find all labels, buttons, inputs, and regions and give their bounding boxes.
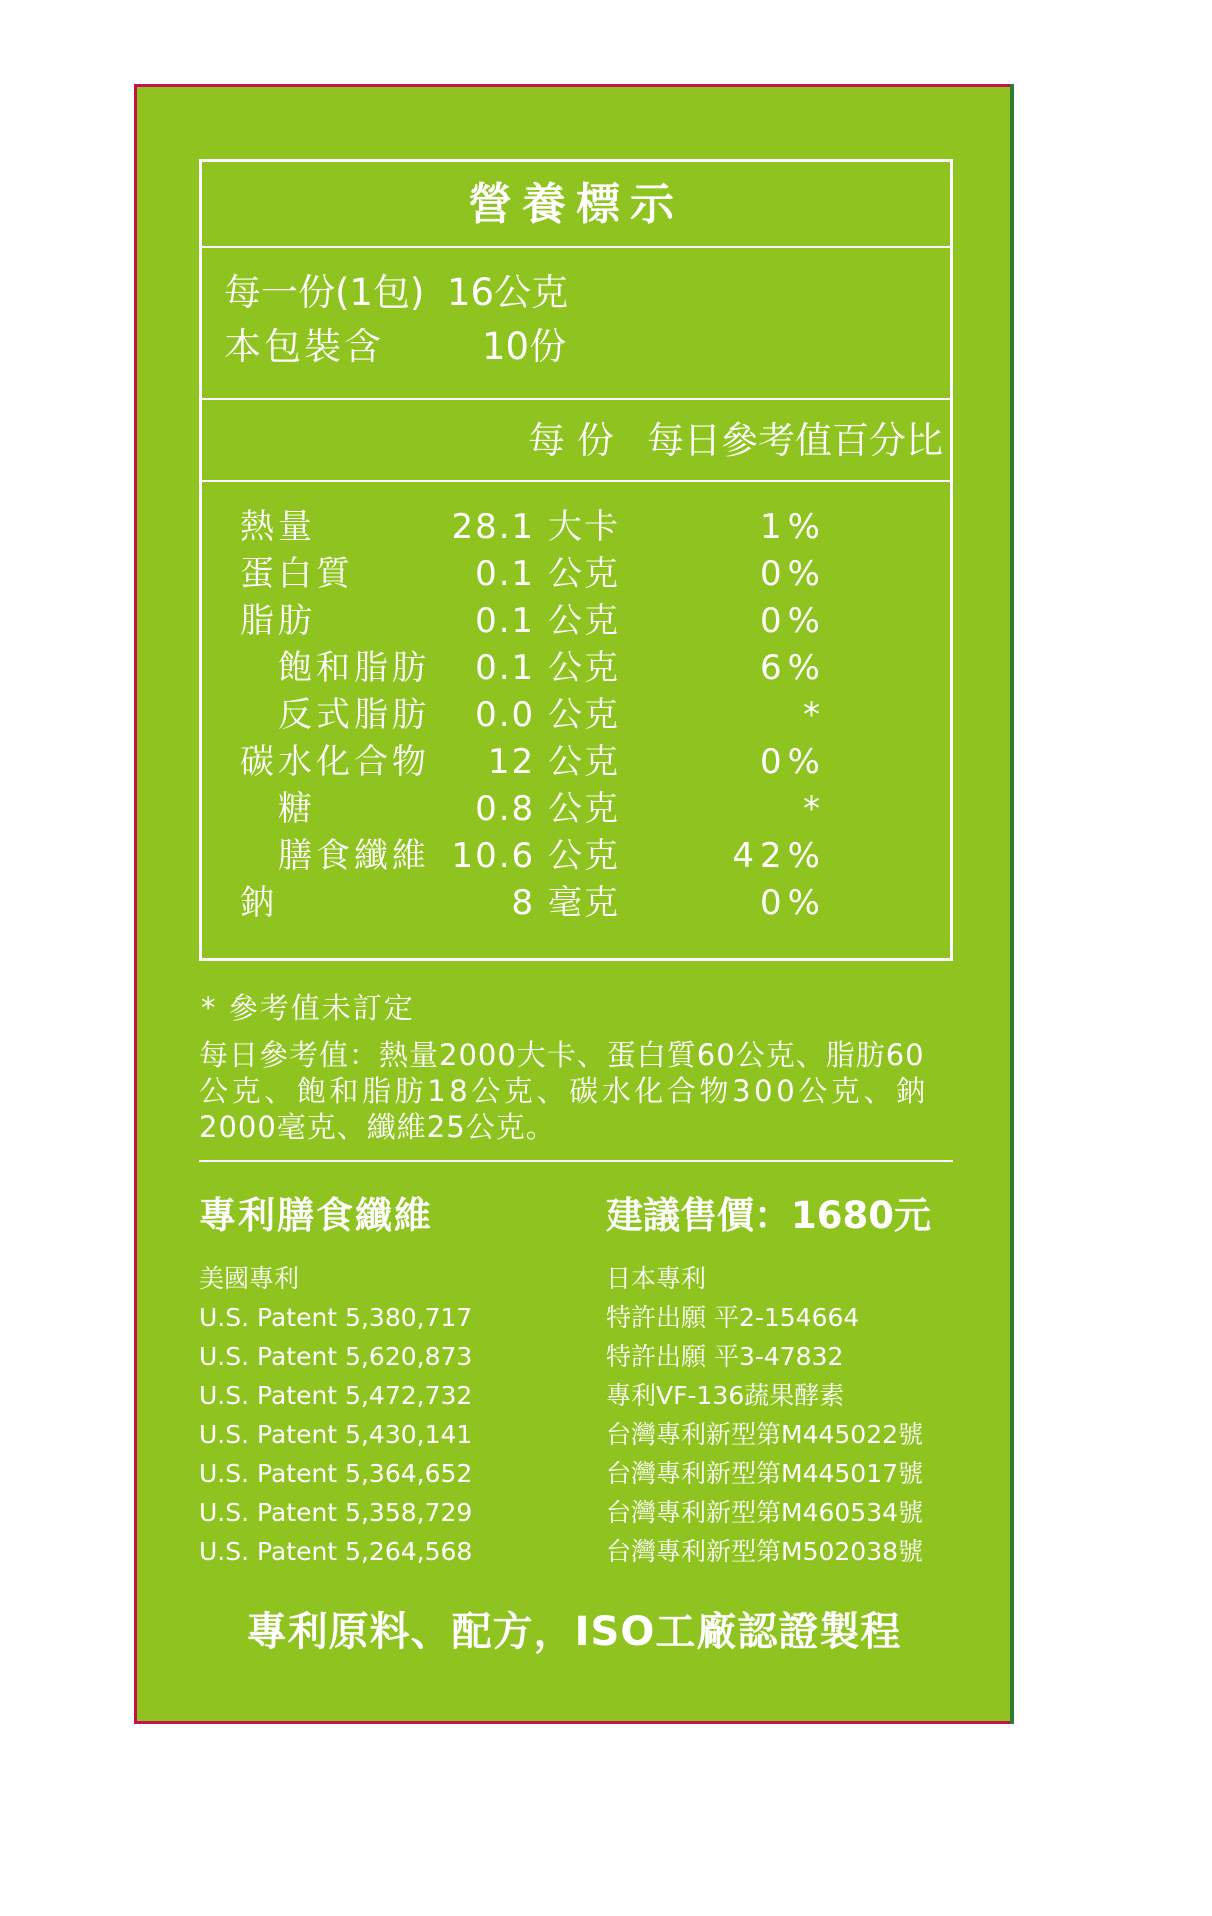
nutrient-amount: 10.6 公克	[451, 836, 620, 876]
serving-size-value: 16公克	[447, 271, 569, 314]
nutrient-amount: 12 公克	[487, 742, 620, 782]
list-item: 台灣專利新型第M502038號	[606, 1537, 924, 1566]
nutrient-row	[202, 645, 950, 692]
nutrient-dv: 0%	[760, 554, 826, 594]
nutrient-amount: 0.1 公克	[475, 601, 620, 641]
jp-patent-heading: 日本專利	[606, 1264, 707, 1293]
col-per-serving: 每 份	[528, 419, 614, 462]
list-item: U.S. Patent 5,358,729	[199, 1498, 473, 1527]
nutrient-name: 反式脂肪	[278, 695, 430, 735]
patent-fiber-title: 專利膳食纖維	[199, 1194, 433, 1237]
nutrient-row	[202, 833, 950, 880]
nutrient-amount: 0.8 公克	[475, 789, 620, 829]
list-item: 專利VF-136蔬果酵素	[606, 1381, 845, 1410]
nutrient-name: 糖	[278, 789, 316, 829]
nutrient-name: 飽和脂肪	[278, 648, 430, 688]
nutrient-name: 鈉	[240, 883, 278, 923]
reference-line: 2000毫克、纖維25公克。	[199, 1110, 556, 1144]
panel-edge	[1010, 84, 1014, 1724]
nutrient-amount: 0.1 公克	[475, 648, 620, 688]
nutrition-facts-table	[199, 159, 953, 961]
nutrient-name: 脂肪	[240, 601, 316, 641]
nutrient-dv: *	[803, 789, 826, 829]
list-item: 特許出願 平2-154664	[606, 1303, 860, 1332]
list-item: 台灣專利新型第M445022號	[606, 1420, 924, 1449]
nutrient-row	[202, 739, 950, 786]
nutrient-row	[202, 598, 950, 645]
list-item: 台灣專利新型第M445017號	[606, 1459, 924, 1488]
nutrient-dv: *	[803, 695, 826, 735]
nutrient-row	[202, 551, 950, 598]
list-item: U.S. Patent 5,364,652	[199, 1459, 473, 1488]
list-item: 台灣專利新型第M460534號	[606, 1498, 924, 1527]
jp-patent-list	[606, 1259, 923, 1571]
nutrition-title: 營養標示	[202, 162, 950, 248]
us-patent-list	[199, 1259, 472, 1571]
col-daily-value: 每日參考值百分比	[647, 419, 943, 462]
nutrient-amount: 8 毫克	[511, 883, 620, 923]
nutrient-row	[202, 880, 950, 927]
list-item: 特許出願 平3-47832	[606, 1342, 844, 1371]
nutrient-dv: 6%	[760, 648, 826, 688]
footer-slogan: 專利原料、配方，ISO工廠認證製程	[246, 1609, 902, 1655]
list-item: U.S. Patent 5,620,873	[199, 1342, 473, 1371]
nutrient-amount: 0.1 公克	[475, 554, 620, 594]
serving-size-label: 每一份(1包)	[224, 271, 425, 314]
nutrient-name: 膳食纖維	[278, 836, 430, 876]
section-divider	[199, 1160, 953, 1162]
nutrient-row	[202, 504, 950, 551]
nutrient-dv: 42%	[732, 836, 826, 876]
servings-label: 本包裝含	[224, 325, 384, 368]
list-item: U.S. Patent 5,264,568	[199, 1537, 473, 1566]
label-panel	[134, 84, 1014, 1724]
nutrient-name: 熱量	[240, 507, 316, 547]
nutrient-amount: 0.0 公克	[475, 695, 620, 735]
nutrient-row	[202, 692, 950, 739]
reference-line: 每日參考值：熱量2000大卡、蛋白質60公克、脂肪60	[199, 1038, 925, 1072]
nutrient-dv: 0%	[760, 601, 826, 641]
nutrient-dv: 1%	[760, 507, 826, 547]
nutrient-name: 蛋白質	[240, 554, 354, 594]
daily-reference-text	[199, 1037, 959, 1145]
nutrient-row	[202, 786, 950, 833]
column-header	[202, 400, 950, 482]
nutrient-dv: 0%	[760, 742, 826, 782]
undefined-reference-note: * 參考值未訂定	[201, 991, 415, 1025]
list-item: U.S. Patent 5,380,717	[199, 1303, 473, 1332]
nutrient-dv: 0%	[760, 883, 826, 923]
nutrient-amount: 28.1 大卡	[451, 507, 620, 547]
nutrient-name: 碳水化合物	[240, 742, 430, 782]
reference-line: 公克、飽和脂肪18公克、碳水化合物300公克、鈉	[199, 1074, 929, 1108]
list-item: U.S. Patent 5,430,141	[199, 1420, 473, 1449]
nutrient-rows	[202, 482, 950, 958]
serving-info	[202, 248, 950, 400]
list-item: U.S. Patent 5,472,732	[199, 1381, 473, 1410]
us-patent-heading: 美國專利	[199, 1264, 300, 1293]
suggested-price: 建議售價：1680元	[606, 1194, 931, 1237]
servings-value: 10份	[482, 325, 567, 368]
